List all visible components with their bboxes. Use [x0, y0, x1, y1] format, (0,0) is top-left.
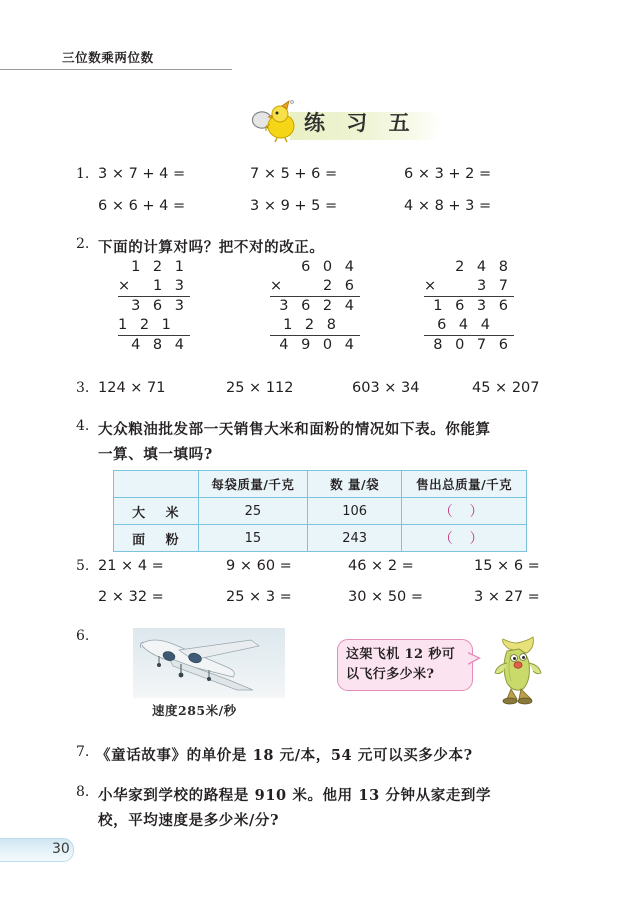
multiplicand: 1 2 1 [131, 259, 188, 275]
rice-per-bag: 25 [198, 498, 307, 525]
exercise-2-number: 2. [76, 236, 90, 252]
exercise-4-prompt-line-1: 大众粮油批发部一天销售大米和面粉的情况如下表。你能算 [98, 421, 491, 438]
exercise-8-number: 8. [76, 784, 90, 800]
exercise-1-item-5: 4 × 8 + 3 = [404, 198, 492, 214]
exercise-7-text: 《童话故事》的单价是 18 元/本，54 元可以买多少本? [96, 747, 473, 764]
times-sign: × [424, 278, 437, 294]
table-row [114, 525, 527, 552]
banana-mascot-icon [489, 633, 545, 709]
running-head-rule [0, 69, 232, 70]
speech-bubble-text [346, 645, 466, 685]
partial-product-1: 1 6 3 6 [424, 296, 514, 316]
partial-product-1: 3 6 3 [118, 296, 190, 316]
partial-product-2: 1 2 8 [283, 317, 340, 333]
partial-product-1: 3 6 2 4 [270, 296, 360, 316]
airplane-illustration-icon [133, 628, 285, 698]
airplane-speed-caption: 速度285米/秒 [152, 703, 237, 718]
exercise-3-item-1: 25 × 112 [226, 380, 294, 396]
multiplier-row [270, 277, 360, 296]
exercise-5-item-5: 25 × 3 = [226, 589, 292, 605]
exercise-3-item-3: 45 × 207 [472, 380, 540, 396]
product-total: 4 9 0 4 [270, 335, 360, 355]
exercise-2-problem-0 [118, 258, 190, 355]
partial-product-2: 1 2 1 [118, 317, 175, 333]
exercise-3-item-0: 124 × 71 [98, 380, 166, 396]
table-header-2: 数 量/袋 [308, 471, 402, 498]
partial-product-2: 6 4 4 [437, 317, 494, 333]
exercise-1-number: 1. [76, 166, 90, 182]
multiplicand: 6 0 4 [301, 259, 358, 275]
exercise-8-line-2: 校，平均速度是多少米/分? [98, 812, 280, 829]
exercise-2-prompt: 下面的计算对吗？把不对的改正。 [98, 239, 325, 256]
product-total: 4 8 4 [118, 335, 190, 355]
table-header-1: 每袋质量/千克 [198, 471, 307, 498]
table-row [114, 498, 527, 525]
table-header-3: 售出总质量/千克 [402, 471, 527, 498]
exercise-5-item-1: 9 × 60 = [226, 558, 292, 574]
exercise-5-item-6: 30 × 50 = [348, 589, 424, 605]
running-head [0, 48, 232, 74]
product-total: 8 0 7 6 [424, 335, 514, 355]
flour-per-bag: 15 [198, 525, 307, 552]
times-sign: × [118, 278, 131, 294]
exercise-2-problem-1 [270, 258, 360, 355]
exercise-6-number: 6. [76, 628, 90, 644]
chick-mascot-icon [248, 94, 302, 144]
exercise-banner [248, 94, 448, 144]
rice-count: 106 [308, 498, 402, 525]
exercise-1-item-3: 6 × 6 + 4 = [98, 198, 186, 214]
row-label-rice: 大 米 [114, 498, 199, 525]
speech-bubble-tail-inner [467, 653, 478, 664]
row-label-flour: 面 粉 [114, 525, 199, 552]
exercise-5-number: 5. [76, 558, 90, 574]
exercise-2-problem-2 [424, 258, 514, 355]
times-sign: × [270, 278, 283, 294]
table-header-0 [114, 471, 199, 498]
exercise-4-number: 4. [76, 418, 90, 434]
exercise-5-item-3: 15 × 6 = [474, 558, 540, 574]
speech-bubble-line-2: 以飞行多少米? [346, 667, 435, 682]
speech-bubble-line-1: 这架飞机 12 秒可 [346, 647, 456, 662]
exercise-5-item-7: 3 × 27 = [474, 589, 540, 605]
exercise-8-line-1: 小华家到学校的路程是 910 米。他用 13 分钟从家走到学 [98, 787, 492, 804]
exercise-3-number: 3. [76, 380, 90, 396]
exercise-1-item-4: 3 × 9 + 5 = [250, 198, 338, 214]
multiplier-row [118, 277, 190, 296]
page-number: 30 [52, 841, 70, 857]
multiplier: 3 7 [476, 278, 512, 294]
rice-total-blank[interactable]: （ ） [402, 498, 527, 525]
sales-table [113, 470, 527, 552]
airplane-photo [133, 628, 285, 698]
page-title: 练 习 五 [304, 110, 417, 135]
exercise-7-number: 7. [76, 744, 90, 760]
multiplicand: 2 4 8 [455, 259, 512, 275]
exercise-4-prompt-line-2: 一算、填一填吗? [98, 446, 213, 463]
exercise-1-item-2: 6 × 3 + 2 = [404, 166, 492, 182]
table-header-row [114, 471, 527, 498]
multiplier: 1 3 [152, 278, 188, 294]
multiplier-row [424, 277, 514, 296]
running-head-text: 三位数乘两位数 [62, 50, 154, 65]
exercise-1-item-0: 3 × 7 + 4 = [98, 166, 186, 182]
flour-count: 243 [308, 525, 402, 552]
exercise-5-item-0: 21 × 4 = [98, 558, 164, 574]
multiplier: 2 6 [322, 278, 358, 294]
exercise-3-item-2: 603 × 34 [352, 380, 420, 396]
flour-total-blank[interactable]: （ ） [402, 525, 527, 552]
exercise-5-item-4: 2 × 32 = [98, 589, 164, 605]
exercise-1-item-1: 7 × 5 + 6 = [250, 166, 338, 182]
exercise-5-item-2: 46 × 2 = [348, 558, 414, 574]
